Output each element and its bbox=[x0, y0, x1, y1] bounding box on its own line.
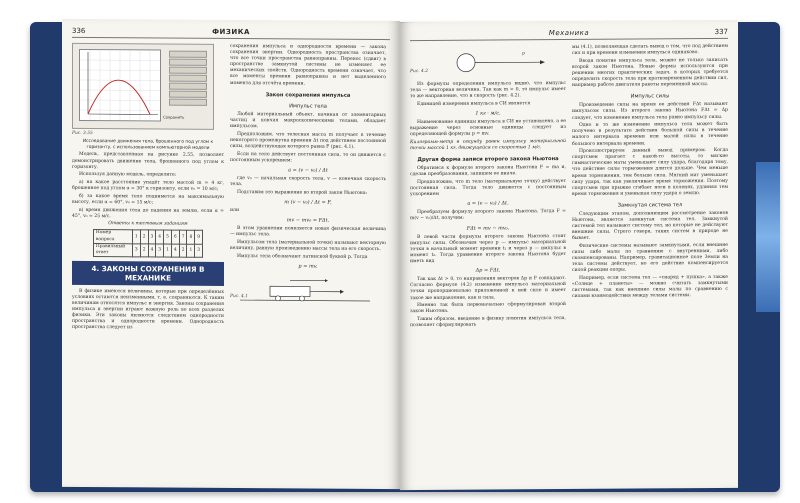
paragraph: В этом уравнении появляется новая физическая величина — импульс тела. bbox=[230, 226, 386, 238]
table-caption: Ответы к тестовым заданиям bbox=[108, 221, 188, 228]
paragraph: Подставим это выражение во второй закон Ньютона: bbox=[237, 189, 368, 196]
sim-control[interactable] bbox=[169, 67, 207, 74]
paragraph: Модель, представленная на рисунке 2.55, позволяет демонстрировать движение тела, брошенного под углом к горизонту. bbox=[72, 152, 224, 170]
table-cell: 8 bbox=[187, 231, 195, 244]
answers-table bbox=[93, 230, 203, 258]
chapter-title: 4. ЗАКОНЫ СОХРАНЕНИЯ В МЕХАНИКЕ bbox=[72, 261, 224, 286]
paragraph: Так как Δt > 0, то направления векторов Δp и F совпадают. Согласно формуле (4.2) изменение импульса материальной точки пропорционально приложенной к ней силе и имеет такое же направление, как и сила. bbox=[410, 276, 566, 301]
paragraph: Таким образом, введение в физику понятия импульса тела, позволяет сформулировать bbox=[410, 315, 566, 329]
formula: p = mv. bbox=[298, 263, 318, 270]
paragraph: Именно так была первоначально сформулирован второй закон Ньютона. bbox=[410, 302, 566, 315]
table-cell: 3 bbox=[148, 230, 156, 243]
subheading: Другая форма записи второго закона Ньютона bbox=[417, 156, 559, 164]
sim-control[interactable] bbox=[169, 51, 207, 58]
cart-diagram bbox=[230, 272, 380, 307]
paragraph: Следующим этапом, дополняющим рассмотрение законов Ньютона, является замкнутая система тел. Замкнутой системой тел называют систему тел, на которые не действуют внешние силы. Строго говоря, таких систем в природе не бывает. bbox=[572, 210, 728, 242]
cover-accent-stripe bbox=[756, 162, 780, 312]
paragraph: Предположим, что телесная масса m получает в течение некоторого промежутка времени Δt под действием постоянной силы, воздействующая которого равна F (рис. 4.1). bbox=[230, 131, 386, 150]
formula: mv − mv₀ = FΔt. bbox=[286, 217, 330, 224]
cart-figure bbox=[230, 272, 386, 310]
figure-caption: Рис. 3.55 bbox=[72, 130, 93, 137]
formula: FΔt = mv − mv₀. bbox=[466, 224, 510, 232]
table-cell: 3 bbox=[156, 244, 164, 257]
paragraph: Например, если система тел — «снаряд + пушка», а также «Солнце + планеты» — можно считать замкнутыми системами, так как внешние силы малы по сравнению с силами взаимодействия между телами системы. bbox=[572, 275, 728, 300]
paragraph: Одно и то же изменение импульса тела может быть получено в результате действия большой силы в течение малого интервала времени или малой силы в течение большого интервала времени. bbox=[572, 122, 728, 147]
sim-control[interactable] bbox=[169, 59, 207, 66]
paragraph: Используя данную модель, определите: bbox=[79, 172, 177, 178]
simulation-screenshot bbox=[72, 43, 214, 130]
paragraph: где v₀ — начальная скорость тела, v — конечная скорость тела. bbox=[230, 175, 386, 188]
sim-control[interactable] bbox=[169, 83, 207, 90]
running-head: ФИЗИКА bbox=[212, 27, 250, 37]
table-cell: 2 bbox=[140, 230, 148, 243]
paragraph: В левой части формулы второго закона Ньютона стоит импульс силы. Обозначим через p — импульс материальной точки в начальный момент времени t₁ и через p — импульс в момент t₂. Тогда уравнение второго закона Ньютона будет иметь вид bbox=[410, 233, 566, 265]
sim-control[interactable] bbox=[169, 75, 207, 82]
table-cell: 1 bbox=[187, 244, 195, 257]
table-cell: 1 bbox=[164, 244, 172, 257]
table-cell: 9 bbox=[195, 231, 203, 244]
table-cell: 4 bbox=[148, 244, 156, 257]
sim-checkbox-label: Сохранить bbox=[163, 114, 185, 120]
running-head: Механика bbox=[548, 28, 590, 38]
paragraph: мы (4.1), позволяющая сделать вывод о том, что под действием сил и при времени изменения импульса одинаково. bbox=[572, 43, 728, 57]
paragraph: Преобразуем формулу второго закона Ньютона. Тогда F = m(v − v₀)/Δt, получим: bbox=[410, 209, 566, 222]
paragraph: Предположим, что m тело (материальную точку) действует постоянная сила. Тогда тело движется с постоянным ускорением bbox=[410, 179, 566, 198]
right-page-column-2 bbox=[572, 44, 728, 302]
paragraph: а) на какое расстояние упадёт тело массой m = 4 кг, брошенное под углом α = 30° к горизонту, если v₀ = 10 м/с; bbox=[72, 179, 224, 193]
paragraph: Если на тело действует постоянная сила, то он движется с постоянным ускорением: bbox=[230, 151, 386, 164]
page-number: 336 bbox=[72, 26, 86, 35]
paragraph: Физические системы называют замкнутыми, если внешние силы либо малы по сравнению с внутренними, либо скомпенсированы. Например, гравитационное поле Земли на тела системы действует, но его действие компенсируется силой реакции опоры. bbox=[572, 242, 728, 274]
subheading: Импульс тела bbox=[289, 103, 327, 110]
table-row bbox=[93, 230, 202, 244]
table-cell: 4 bbox=[156, 230, 164, 243]
right-page-column-1 bbox=[410, 45, 566, 331]
ball-diagram bbox=[410, 48, 560, 79]
subheading: Замкнутая система тел bbox=[617, 202, 683, 209]
formula: m (v − v₀) / Δt = F, bbox=[284, 199, 332, 206]
ball-figure bbox=[410, 48, 566, 79]
left-page-header bbox=[72, 27, 390, 40]
table-cell: 6 bbox=[171, 231, 179, 244]
formula: a = (v − v₀) / Δt bbox=[288, 167, 328, 174]
paragraph: Обратимся к формуле второго закона Ньютона F = ma и, сделав преобразования, запишем ее иначе. bbox=[410, 165, 566, 178]
figure-caption: Рис. 4.1 bbox=[230, 293, 249, 299]
paragraph: в) время движения тела до падения на землю, если α = 45°, v₀ = 25 м/с. bbox=[72, 207, 224, 219]
table-cell: 2 bbox=[179, 244, 187, 257]
trajectory-graph bbox=[79, 49, 161, 122]
left-page bbox=[62, 19, 400, 489]
paragraph: Вводя понятие импульса тела, можно не только записать второй закон Ньютона. Новые формы используются при решении многих практических задач, в которых требуется определить скорость тела при кратковременном действии сил, например работе двигателя ракеты переменной массы. bbox=[572, 57, 728, 89]
subheading: Закон сохранения импульса bbox=[265, 91, 351, 99]
paragraph: или bbox=[230, 207, 240, 213]
table-row bbox=[93, 243, 202, 257]
paragraph: Любой материальный объект, начиная от элементарных частиц и кончая макроскопическими телами, обладает импульсом. bbox=[230, 111, 386, 130]
page-number: 337 bbox=[714, 27, 728, 36]
sim-caption: Исследование движения тела, брошенного под углом к горизонту, с использованием компьютерной модели bbox=[82, 138, 214, 151]
paragraph: Импульсом тела (материальной точки) называют векторную величину, равную произведению массы тела на его скорость. bbox=[230, 239, 386, 252]
table-cell: 3 bbox=[132, 243, 140, 256]
paragraph: В физике имеются величины, которые при определённых условиях остаются неизменными, т. е. сохраняются. К таким величинам относятся импульс и энергия. Законы сохранения импульса и энергии играют важную роль во всех разделах физики. Эти законы являются следствием однородности пространства и однородности времени. Однородность пространства следует из bbox=[72, 288, 224, 331]
paragraph: Произведение силы на время ее действия FΔt называют импульсом силы. Из второго закона Ньютона FΔt = Δp следует, что изменение импульса тела равно импульсу силы. bbox=[572, 102, 728, 121]
paragraph: Из формулы определения импульса видно, что импульс тела — векторная величина. Так как m > 0, то импульс имеет то же направление, что и скорость (рис. 4.2). bbox=[410, 81, 566, 100]
paragraph: Наименование единицы импульса в СИ не установлено, а ее выражение через основные единицы следует из определяющей формулы p = mv. bbox=[410, 119, 566, 138]
paragraph: Единицей измерения импульса в СИ является bbox=[417, 101, 531, 107]
table-cell: 4 bbox=[171, 244, 179, 257]
sim-control[interactable] bbox=[169, 99, 207, 106]
paragraph: б) за какое время тело поднимется на максимальную высоту, если α = 60°, v₀ = 15 м/с; bbox=[72, 193, 224, 206]
sim-control[interactable] bbox=[169, 91, 207, 98]
formula: Δp = FΔt. bbox=[475, 267, 501, 274]
table-cell: 7 bbox=[179, 231, 187, 244]
left-page-column-2 bbox=[230, 44, 386, 313]
formula: 1 кг · м/с. bbox=[475, 110, 501, 117]
vector-label: p bbox=[522, 51, 525, 57]
table-cell: 2 bbox=[140, 244, 148, 257]
table-cell: 3 bbox=[195, 244, 203, 257]
paragraph: сохранения импульса и однородности времени — закона сохранения энергии. Однородность пространства означает, что все точки пространства равноправны. Перенос (сдвиг) в пространстве замкнутой системы не изменяет ее механических свойств. Однородность времени означает, что все моменты времени равноправны и нет выделенного момента для отсчёта времени. bbox=[230, 43, 386, 87]
table-cell: 5 bbox=[164, 230, 172, 243]
figure-caption: Рис. 4.2 bbox=[410, 68, 429, 75]
definition: Килограмм-метр в секунду равен импульсу материальной точки массой 1 кг, движущейся со скоростью 1 м/с. bbox=[410, 138, 566, 152]
right-page bbox=[400, 20, 738, 490]
paragraph: Импульс тела обозначают латинской буквой p. Тогда bbox=[237, 253, 368, 260]
right-page-header bbox=[410, 28, 728, 41]
table-header-cell: Номер вопроса bbox=[93, 230, 132, 243]
subheading: Импульс силы bbox=[630, 93, 670, 100]
left-page-column-1 bbox=[72, 131, 224, 334]
paragraph: Проиллюстрируем данный вывод примером. Когда спортсмен прыгает с какой-то высоты, то мягкие гимнастические маты уменьшают силу удара, благодаря тому, что действие силы торможения длится дольше. Чем меньше время торможения, тем больше сила. Мягкий мат уменьшает силу удара, так как увеличивает время торможения. Поэтому спортсмен при прыжке сгибает ноги в коленях, удлиняя тем время торможения и уменьшая силу удара о землю. bbox=[572, 148, 728, 197]
table-header-cell: Правильный ответ bbox=[93, 243, 132, 256]
table-cell: 1 bbox=[132, 230, 140, 243]
formula: a = (v − v₀) / Δt. bbox=[467, 200, 509, 207]
